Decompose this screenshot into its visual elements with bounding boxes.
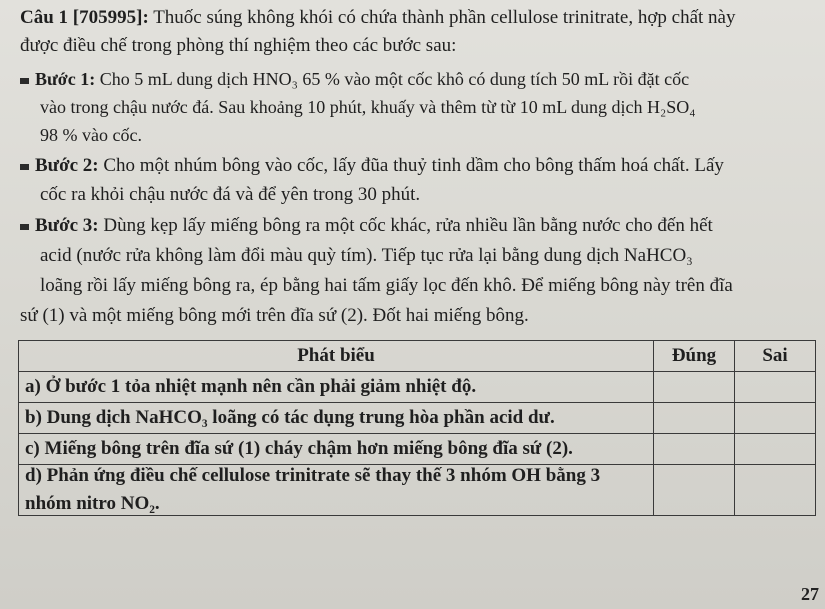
table-row — [19, 403, 816, 434]
true-box[interactable] — [654, 372, 735, 403]
statement-b: b) Dung dịch NaHCO₃ loãng có tác dụng trung hòa phần acid dư. — [19, 403, 654, 434]
true-false-table — [18, 340, 816, 516]
table-row — [19, 434, 816, 465]
question-heading — [20, 8, 815, 55]
step-label: Bước 2: — [35, 155, 99, 176]
false-box[interactable] — [735, 372, 816, 403]
statement-c: c) Miếng bông trên đĩa sứ (1) cháy chậm hơn miếng bông đĩa sứ (2). — [19, 434, 654, 465]
question-label: Câu 1 [705995]: — [20, 7, 149, 28]
step-text: Cho 5 mL dung dịch HNO₃ 65 % vào một cốc khô có dung tích 50 mL rồi đặt cốc — [95, 69, 690, 89]
step-text: Cho một nhúm bông vào cốc, lấy đũa thuỷ tinh dầm cho bông thấm hoá chất. Lấy — [98, 155, 724, 176]
true-box[interactable] — [654, 465, 735, 516]
step-label: Bước 1: — [35, 69, 96, 89]
step-text: sứ (1) và một miếng bông mới trên đĩa sứ (2). Đốt hai miếng bông. — [20, 305, 529, 326]
step-3 — [20, 216, 815, 325]
step-1 — [20, 70, 815, 144]
bullet-icon — [20, 164, 29, 170]
question-intro-line1: Thuốc súng không khói có chứa thành phần cellulose trinitrate, hợp chất này — [148, 7, 736, 28]
false-box[interactable] — [735, 434, 816, 465]
statement-d-line1: d) Phản ứng điều chế cellulose trinitrate sẽ thay thế 3 nhóm OH bằng 3 — [25, 465, 601, 486]
true-box[interactable] — [654, 434, 735, 465]
step-text: 98 % vào cốc. — [40, 125, 142, 145]
step-text: cốc ra khỏi chậu nước đá và để yên trong 30 phút. — [40, 184, 421, 205]
page-number: 27 — [801, 584, 819, 604]
table-row — [19, 465, 816, 516]
header-true: Đúng — [654, 341, 735, 372]
header-statement: Phát biểu — [19, 341, 654, 372]
statement-d — [19, 465, 654, 516]
step-text: Dùng kẹp lấy miếng bông ra một cốc khác, rửa nhiều lần bằng nước cho đến hết — [98, 215, 713, 236]
false-box[interactable] — [735, 403, 816, 434]
header-false: Sai — [735, 341, 816, 372]
true-box[interactable] — [654, 403, 735, 434]
table-row — [19, 372, 816, 403]
bullet-icon — [20, 78, 29, 84]
statement-d-line2: nhóm nitro NO₂. — [25, 493, 160, 514]
step-text: acid (nước rửa không làm đổi màu quỳ tím). Tiếp tục rửa lại bằng dung dịch NaHCO₃ — [40, 245, 693, 266]
statement-a: a) Ở bước 1 tỏa nhiệt mạnh nên cần phải giảm nhiệt độ. — [19, 372, 654, 403]
table-header-row — [19, 341, 816, 372]
step-2 — [20, 156, 815, 204]
bullet-icon — [20, 224, 29, 230]
step-label: Bước 3: — [35, 215, 99, 236]
step-text: vào trong chậu nước đá. Sau khoảng 10 phút, khuấy và thêm từ từ 10 mL dung dịch H₂SO₄ — [40, 97, 696, 117]
false-box[interactable] — [735, 465, 816, 516]
step-text: loãng rồi lấy miếng bông ra, ép bằng hai tấm giấy lọc đến khô. Để miếng bông này trên đĩa — [40, 275, 733, 296]
question-intro-line2: được điều chế trong phòng thí nghiệm theo các bước sau: — [20, 35, 457, 56]
